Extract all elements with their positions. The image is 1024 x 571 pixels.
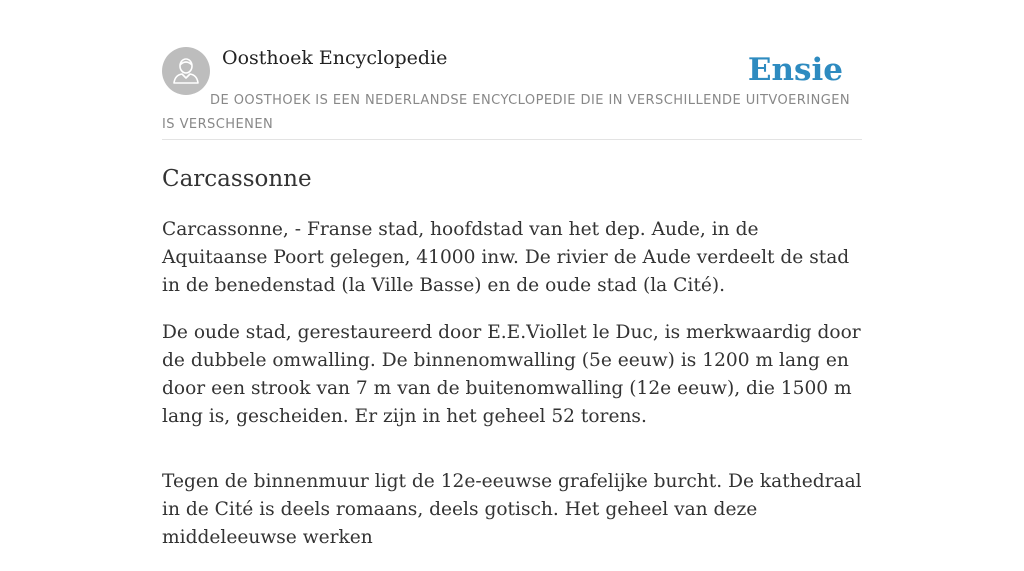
page bbox=[162, 0, 862, 548]
article-title: Carcassonne bbox=[162, 166, 312, 192]
user-icon bbox=[162, 47, 210, 95]
brand-logo[interactable]: Ensie bbox=[747, 52, 843, 88]
article-paragraph: De oude stad, gerestaureerd door E.E.Viollet le Duc, is merkwaardig door de dubbele omwalling. De binnenomwalling (5e eeuw) is 1200 m lang en door een strook van 7 m van de buitenomwalling (12e eeuw), die 1500 m lang is, gescheiden. Er zijn in het geheel 52 torens. bbox=[162, 322, 861, 427]
article-paragraph: Carcassonne, - Franse stad, hoofdstad van het dep. Aude, in de Aquitaanse Poort gelegen, 41000 inw. De rivier de Aude verdeelt de stad in de benedenstad (la Ville Basse) en de oude stad (la Cité). bbox=[162, 219, 850, 296]
header-divider bbox=[162, 139, 862, 140]
source-description: DE OOSTHOEK IS EEN NEDERLANDSE ENCYCLOPEDIE DIE IN VERSCHILLENDE UITVOERINGEN IS VERSCHENEN bbox=[162, 93, 851, 132]
article-body bbox=[162, 216, 862, 571]
source-name[interactable]: Oosthoek Encyclopedie bbox=[222, 47, 448, 69]
article-paragraph: Tegen de binnenmuur ligt de 12e-eeuwse grafelijke burcht. De kathedraal in de Cité is deels romaans, deels gotisch. Het geheel van deze middeleeuwse werken bbox=[162, 471, 862, 548]
avatar[interactable] bbox=[162, 47, 210, 95]
